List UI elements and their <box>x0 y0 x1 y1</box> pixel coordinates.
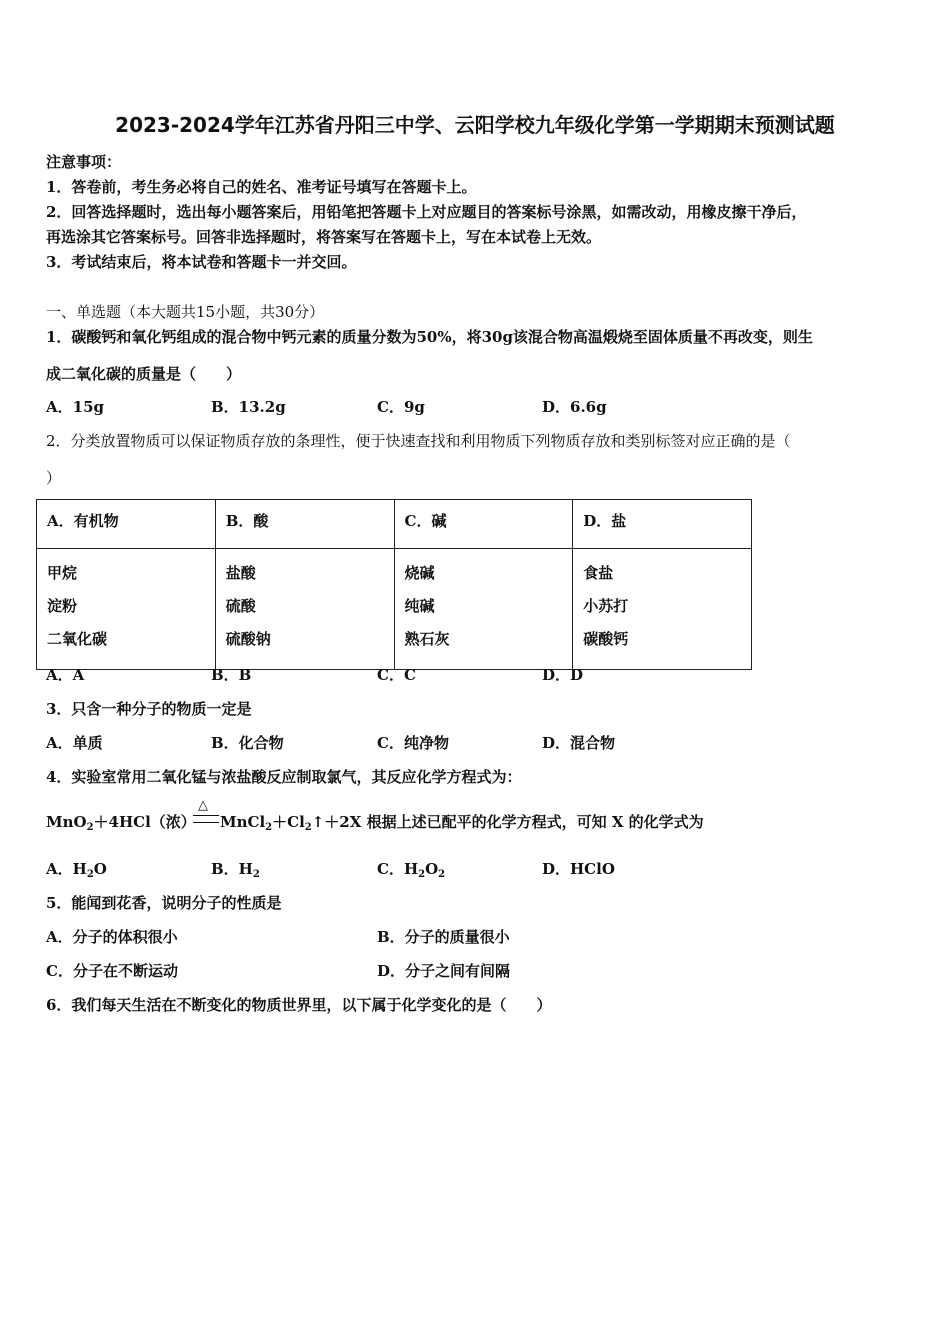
table-cell-item: 淀粉 <box>47 597 78 615</box>
table-cell <box>37 549 216 670</box>
table-cell-item: 碳酸钙 <box>583 630 629 648</box>
table-header-cell: C．碱 <box>394 500 573 549</box>
table-cell-item: 熟石灰 <box>404 630 450 648</box>
table-cell-item: 烧碱 <box>404 564 435 582</box>
table-cell-item: 甲烷 <box>47 564 78 582</box>
q4-stem: 4．实验室常用二氧化锰与浓盐酸反应制取氯气，其反应化学方程式为： <box>46 768 522 786</box>
q4-option-b: B．$H_2$ <box>211 860 260 880</box>
q2-option-c: C．C <box>377 666 416 684</box>
q4-equation-left: MnO$_2$＋4HCl（浓） <box>46 813 196 833</box>
q4-option-c: C．$H_2O_2$ <box>377 860 446 880</box>
table-header-cell: A．有机物 <box>37 500 216 549</box>
section-heading: 一、单选题（本大题共15小题，共30分） <box>46 303 325 321</box>
q6-stem: 6．我们每天生活在不断变化的物质世界里，以下属于化学变化的是（ ） <box>46 996 552 1014</box>
q1-option-c: C．9g <box>377 398 425 416</box>
page-title: 2023-2024学年江苏省丹阳三中学、云阳学校九年级化学第一学期期末预测试题 <box>115 113 835 137</box>
table-cell-item: 盐酸 <box>225 564 256 582</box>
notice-item: 1．答卷前，考生务必将自己的姓名、准考证号填写在答题卡上。 <box>46 178 477 196</box>
q2-option-d: D．D <box>542 666 584 684</box>
q5-option-b: B．分子的质量很小 <box>377 928 510 946</box>
notice-heading: 注意事项： <box>46 153 122 171</box>
table-header-cell: D．盐 <box>573 500 752 549</box>
q5-stem: 5．能闻到花香，说明分子的性质是 <box>46 894 282 912</box>
table-cell-item: 硫酸钠 <box>225 630 271 648</box>
table-cell-item: 硫酸 <box>225 597 256 615</box>
table-header-cell: B．酸 <box>215 500 394 549</box>
q5-option-a: A．分子的体积很小 <box>46 928 178 946</box>
q4-equation-right: $MnCl_2+Cl_2↑+2X$ 根据上述已配平的化学方程式，可知 X 的化学式为 <box>220 813 704 833</box>
table-cell <box>215 549 394 670</box>
q4-option-a: A．$H_2O$ <box>46 860 107 880</box>
notice-item: 3．考试结束后，将本试卷和答题卡一并交回。 <box>46 253 357 271</box>
heat-condition-icon: △ <box>198 798 208 813</box>
q2-stem-line1: 2．分类放置物质可以保证物质存放的条理性，便于快速查找和利用物质下列物质存放和类别标签对应正确的是（ <box>46 432 791 450</box>
q3-option-b: B．化合物 <box>211 734 284 752</box>
q3-option-d: D．混合物 <box>542 734 616 752</box>
table-cell-item: 纯碱 <box>404 597 435 615</box>
q2-option-b: B．B <box>211 666 252 684</box>
table-cell-item: 小苏打 <box>583 597 629 615</box>
q4-option-d: D．HClO <box>542 860 615 878</box>
q5-option-c: C．分子在不断运动 <box>46 962 178 980</box>
table-row <box>37 549 752 670</box>
q2-option-a: A．A <box>46 666 85 684</box>
q3-stem: 3．只含一种分子的物质一定是 <box>46 700 252 718</box>
table-cell <box>573 549 752 670</box>
q1-option-a: A．15g <box>46 398 105 416</box>
table-cell-item: 食盐 <box>583 564 614 582</box>
q1-option-b: B．13.2g <box>211 398 286 416</box>
q3-option-c: C．纯净物 <box>377 734 449 752</box>
classification-table <box>36 499 752 670</box>
notice-item: 2．回答选择题时，选出每小题答案后，用铅笔把答题卡上对应题目的答案标号涂黑，如需改动，用橡皮擦干净后， <box>46 203 807 221</box>
table-header-row <box>37 500 752 549</box>
q1-stem-line2: 成二氧化碳的质量是（ ） <box>46 365 242 383</box>
q5-option-d: D．分子之间有间隔 <box>377 962 511 980</box>
table-cell <box>394 549 573 670</box>
equals-sign <box>193 815 219 823</box>
q1-option-d: D．6.6g <box>542 398 607 416</box>
table-cell-item: 二氧化碳 <box>47 630 108 648</box>
notice-item: 再选涂其它答案标号。回答非选择题时，将答案写在答题卡上，写在本试卷上无效。 <box>46 228 602 246</box>
q2-stem-line2: ） <box>46 469 62 487</box>
q1-stem-line1: 1．碳酸钙和氧化钙组成的混合物中钙元素的质量分数为50%，将30g该混合物高温煅烧至固体质量不再改变，则生 <box>46 328 813 346</box>
q3-option-a: A．单质 <box>46 734 103 752</box>
